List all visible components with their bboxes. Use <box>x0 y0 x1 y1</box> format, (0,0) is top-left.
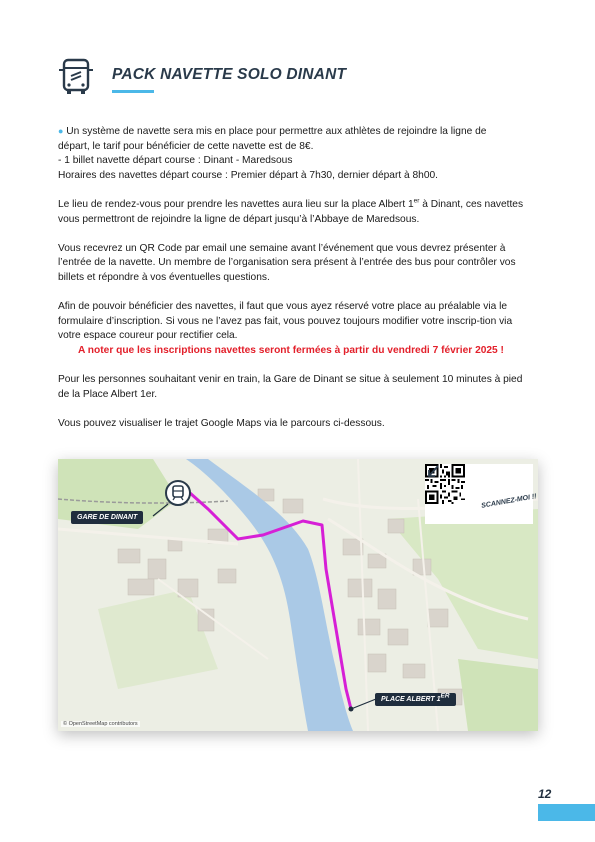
paragraph-train: Pour les personnes souhaitant venir en train, la Gare de Dinant se situe à seulement 10 minutes à pied de la Place Albert 1er. <box>58 374 523 400</box>
intro-line-4: Horaires des navettes départ course : Premier départ à 7h30, dernier départ à 8h00. <box>58 169 438 181</box>
paragraph-intro <box>58 124 536 183</box>
title-underline <box>112 90 154 93</box>
bullet-dot-icon: ● <box>58 126 64 136</box>
intro-line-2: départ, le tarif pour bénéficier de cette navette est de 8€. <box>58 140 314 152</box>
paragraph-meeting-point <box>58 198 536 227</box>
meeting-text-b: à Dinant, ces navettes vous permettront de rejoindre la ligne de départ jusqu’à l’Abbaye de Maredsous. <box>58 198 524 225</box>
place-albert-marker <box>349 707 354 712</box>
train-icon <box>167 482 189 504</box>
intro-line-3: - 1 billet navette départ course : Dinant - Maredsous <box>58 155 293 167</box>
label-place-albert <box>375 693 456 706</box>
label-gare-de-dinant: GARE DE DINANT <box>71 511 143 524</box>
meeting-text-a: Le lieu de rendez-vous pour prendre les navettes aura lieu sur la place Albert 1 <box>58 198 414 210</box>
route-map <box>58 459 538 731</box>
body-text <box>58 124 536 446</box>
bus-icon <box>55 55 97 97</box>
train-station-marker <box>165 480 191 506</box>
paragraph-map-intro: Vous pouvez visualiser le trajet Google Maps via le parcours ci-dessous. <box>58 417 385 429</box>
page-number: 12 <box>538 787 552 801</box>
qr-code-box <box>425 464 538 524</box>
page-title: PACK NAVETTE SOLO DINANT <box>112 66 347 83</box>
meeting-sup: er <box>413 197 420 205</box>
paragraph-qr-code: Vous recevrez un QR Code par email une semaine avant l’événement que vous devrez présenter à l’entrée de la navette. Un membre de l’organisation sera présent à l’entrée des bus pour contrôler vos billets et répondre à vos éventuelles questions. <box>58 242 516 283</box>
intro-line-1: Un système de navette sera mis en place pour permettre aux athlètes de rejoindre la ligne de <box>66 126 487 137</box>
registration-deadline-alert: A noter que les inscriptions navettes seront fermées à partir du vendredi 7 février 2025 ! <box>78 344 504 356</box>
label-place-text: PLACE ALBERT 1 <box>381 696 441 703</box>
registration-text: Afin de pouvoir bénéficier des navettes, il faut que vous ayez réservé votre place au préalable via le formulaire d’inscription. Si vous ne l’avez pas fait, vous pouvez toujours modifier votre inscrip-tion via votre espace coureur pour rectifier cela. <box>58 301 513 342</box>
scan-me-text: SCANNEZ-MOI !! <box>480 493 538 510</box>
label-place-sup: ER <box>440 692 450 700</box>
paragraph-registration <box>58 300 536 358</box>
page-number-bar <box>538 804 595 821</box>
map-attribution: © OpenStreetMap contributors <box>63 721 138 727</box>
arrow-icon <box>425 464 441 480</box>
